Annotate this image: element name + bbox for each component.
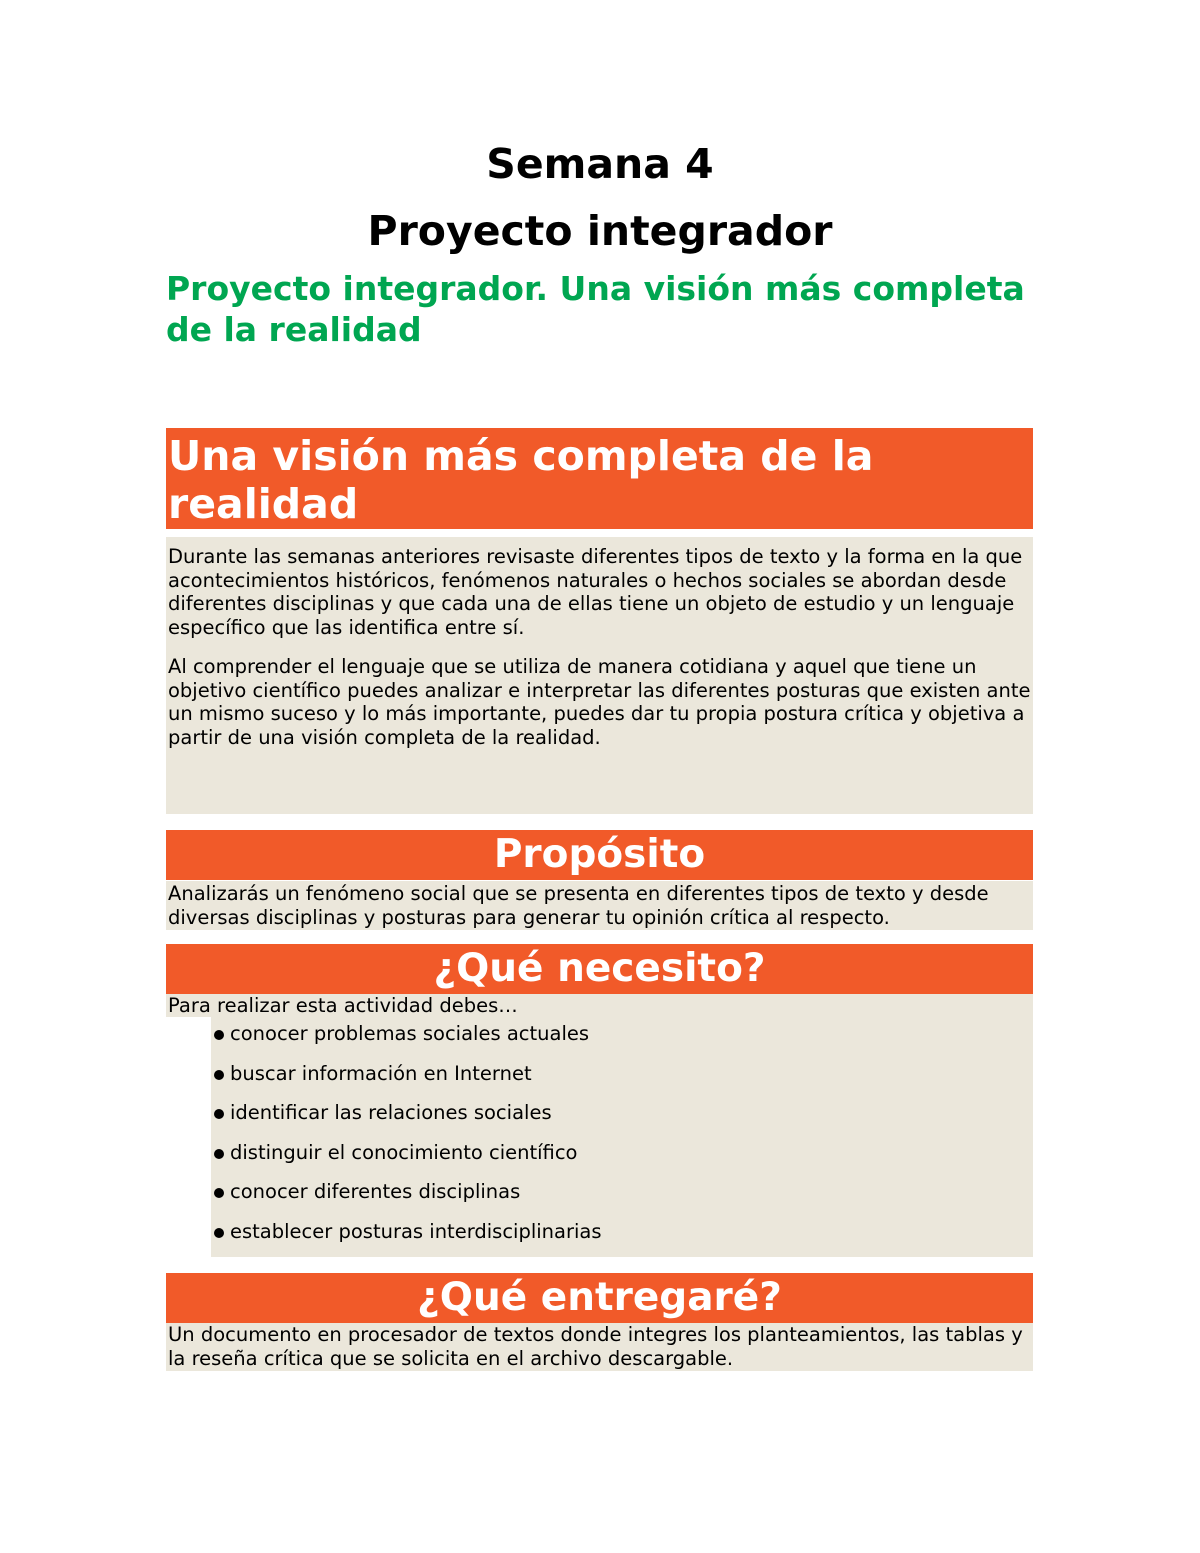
list-item-text: conocer diferentes disciplinas xyxy=(230,1180,521,1204)
intro-paragraph: Durante las semanas anteriores revisaste diferentes tipos de texto y la forma en la que acontecimientos históricos, fenómenos naturales o hechos sociales se abordan desde diferentes disciplinas y que cada una de ellas tiene un objeto de estudio y un lenguaje específico que las identifica entre sí. xyxy=(168,545,1023,639)
section-needs-body xyxy=(211,994,1033,1257)
list-item xyxy=(211,1140,1033,1180)
section-deliverable-body xyxy=(166,1323,1033,1371)
needs-list xyxy=(211,1021,1033,1259)
bullet-icon xyxy=(214,1228,224,1238)
list-item xyxy=(211,1021,1033,1061)
list-item xyxy=(211,1100,1033,1140)
section-intro-heading: Una visión más completa de la realidad xyxy=(166,428,1033,529)
list-item-text: identificar las relaciones sociales xyxy=(230,1101,552,1125)
list-item xyxy=(211,1061,1033,1101)
bullet-icon xyxy=(214,1070,224,1080)
list-item-text: buscar información en Internet xyxy=(230,1061,532,1085)
list-item xyxy=(211,1219,1033,1259)
page-subtitle: Proyecto integrador. Una visión más completa de la realidad xyxy=(166,269,1025,349)
page-title-week: Semana 4 xyxy=(486,140,714,188)
section-purpose-heading: Propósito xyxy=(166,830,1033,880)
intro-paragraph: Al comprender el lenguaje que se utiliza de manera cotidiana y aquel que tiene un objetivo científico puedes analizar e interpretar las diferentes posturas que existen ante un mismo suceso y lo más importante, puedes dar tu propia postura crítica y objetiva a partir de una visión completa de la realidad. xyxy=(168,655,1031,749)
list-item-text: establecer posturas interdisciplinarias xyxy=(230,1219,602,1243)
section-needs-heading: ¿Qué necesito? xyxy=(166,944,1033,994)
section-deliverable-heading: ¿Qué entregaré? xyxy=(166,1273,1033,1323)
list-item-text: distinguir el conocimiento científico xyxy=(230,1140,578,1164)
section-intro-body xyxy=(166,537,1033,814)
bullet-icon xyxy=(214,1188,224,1198)
section-purpose-body xyxy=(166,881,1033,930)
deliverable-text: Un documento en procesador de textos donde integres los planteamientos, las tablas y la reseña crítica que se solicita en el archivo descargable. xyxy=(168,1323,1023,1370)
bullet-icon xyxy=(214,1109,224,1119)
list-item-text: conocer problemas sociales actuales xyxy=(230,1022,590,1045)
bullet-icon xyxy=(214,1149,224,1159)
bullet-icon xyxy=(214,1030,224,1040)
purpose-text: Analizarás un fenómeno social que se presenta en diferentes tipos de texto y desde diversas disciplinas y posturas para generar tu opinión crítica al respecto. xyxy=(168,882,989,929)
list-item xyxy=(211,1179,1033,1219)
page-title-project: Proyecto integrador xyxy=(367,207,833,255)
needs-lead-text: Para realizar esta actividad debes… xyxy=(168,994,518,1017)
